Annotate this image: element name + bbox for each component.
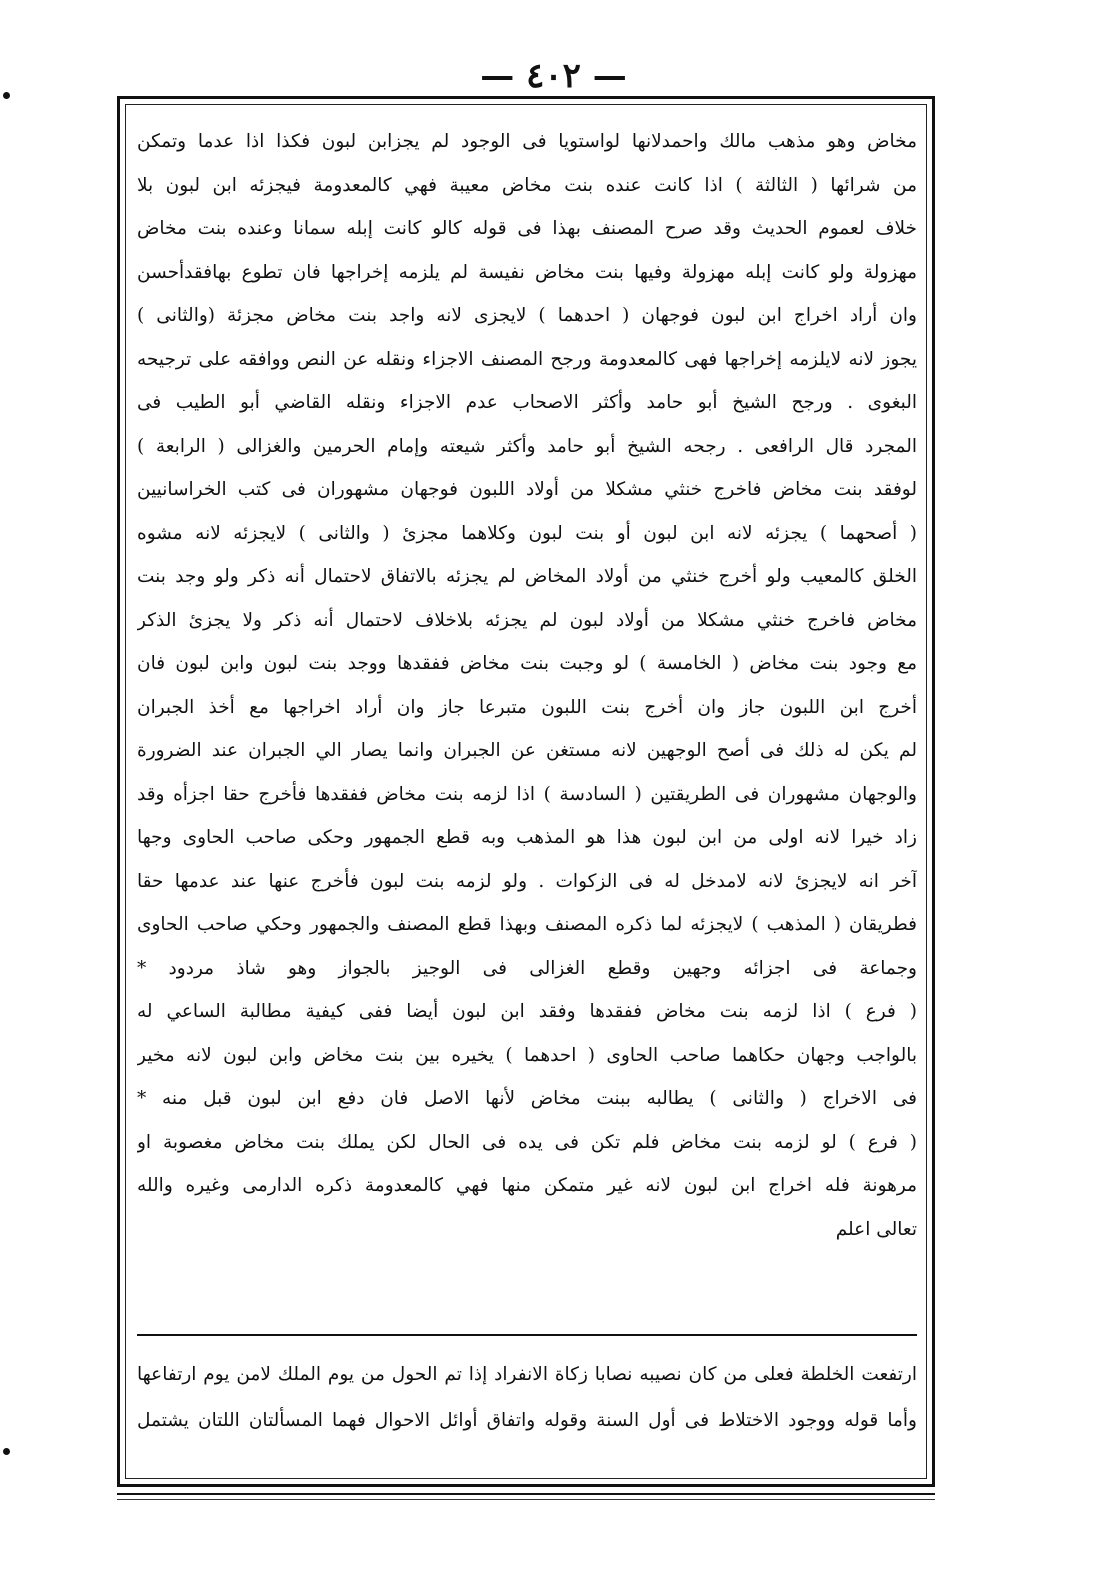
footnote-block bbox=[137, 1352, 917, 1444]
text-line: فطريقان ( المذهب ) لايجزئه لما ذكره المصنف وبهذا قطع المصنف والجمهور وحكي صاحب الحاوى bbox=[137, 914, 917, 935]
text-line: المجرد قال الرافعى . رجحه الشيخ أبو حامد وأكثر شيعته وإمام الحرمين والغزالى ( الرابعة ) bbox=[137, 435, 917, 457]
text-line: من شرائها ( الثالثة ) اذا كانت عنده بنت مخاض معيبة فهي كالمعدومة فيجزئه ابن لبون بلا bbox=[137, 174, 917, 196]
text-line: زاد خيرا لانه اولى من ابن لبون هذا هو المذهب وبه قطع الجمهور وحكى صاحب الحاوى وجها bbox=[137, 827, 917, 848]
text-line: بالواجب وجهان حكاهما صاحب الحاوى ( احدهما ) يخيره بين بنت مخاض وابن لبون لانه مخير bbox=[137, 1044, 917, 1066]
footnote-line: وأما قوله ووجود الاختلاط فى أول السنة وقوله واتفاق أوائل الاحوال فهما المسألتان اللتان يشتمل bbox=[137, 1410, 917, 1431]
footnote-separator bbox=[137, 1334, 917, 1336]
text-line: ( فرع ) لو لزمه بنت مخاض فلم تكن فى يده فى الحال لكن يملك بنت مخاض مغصوبة او bbox=[137, 1131, 917, 1153]
bottom-rule bbox=[117, 1493, 935, 1495]
text-line: مخاض فاخرج خنثي مشكلا من أولاد لبون لم يجزئه بلاخلاف لاحتمال أنه ذكر ولا يجزئ الذكر bbox=[137, 609, 917, 631]
text-line: خلاف لعموم الحديث وقد صرح المصنف بهذا فى قوله كالو كانت إبله سمانا وعنده بنت مخاض bbox=[137, 218, 917, 239]
margin-dot bbox=[3, 1448, 10, 1455]
text-line: والوجهان مشهوران فى الطريقتين ( السادسة ) اذا لزمه بنت مخاض ففقدها فأخرج حقا اجزأه وقد bbox=[137, 783, 917, 805]
text-line: مخاض وهو مذهب مالك واحمدلانها لواستويا فى الوجود لم يجزابن لبون فكذا اذا عدما وتمكن bbox=[137, 131, 917, 152]
text-line: يجوز لانه لايلزمه إخراجها فهى كالمعدومة ورجح المصنف الاجزاء ونقله عن النص ووافقه على ترجيحه bbox=[137, 348, 917, 370]
text-line: لم يكن له ذلك فى أصح الوجهين لانه مستغن عن الجبران وانما يصار الي الجبران عند الضرورة bbox=[137, 740, 917, 761]
text-line: وجماعة فى اجزائه وجهين وقطع الغزالى فى الوجيز بالجواز وهو شاذ مردود * bbox=[137, 957, 917, 979]
footnote-line: ارتفعت الخلطة فعلى من كان نصيبه نصابا زكاة الانفراد إذا تم الحول من يوم الملك لامن يوم ارتفاعها bbox=[137, 1364, 917, 1385]
text-line: آخر انه لايجزئ لانه لامدخل له فى الزكوات . ولو لزمه بنت لبون فأخرج عنها عند عدمها حقا bbox=[137, 870, 917, 892]
text-line: مهزولة ولو كانت إبله مهزولة وفيها بنت مخاض نفيسة لم يلزمه إخراجها فان تطوع بهافقدأحسن bbox=[137, 261, 917, 283]
text-line: البغوى . ورجح الشيخ أبو حامد وأكثر الاصحاب عدم الاجزاء ونقله القاضي أبو الطيب فى bbox=[137, 392, 917, 413]
text-line: مع وجود بنت مخاض ( الخامسة ) لو وجبت بنت مخاض ففقدها ووجد بنت لبون وابن لبون فان bbox=[137, 653, 917, 674]
text-line: ( فرع ) اذا لزمه بنت مخاض ففقدها وفقد ابن لبون أيضا ففى كيفية مطالبة الساعي له bbox=[137, 1001, 917, 1022]
bottom-rule-thin bbox=[117, 1499, 935, 1500]
text-line: لوفقد بنت مخاض فاخرج خنثي مشكلا من أولاد اللبون فوجهان مشهوران فى كتب الخراسانيين bbox=[137, 479, 917, 500]
main-text-body bbox=[137, 120, 917, 1251]
text-line: وان أراد اخراج ابن لبون فوجهان ( احدهما ) لايجزى لانه واجد بنت مخاض مجزئة (والثانى ) bbox=[137, 305, 917, 326]
text-line: مرهونة فله اخراج ابن لبون لانه غير متمكن منها فهي كالمعدومة ذكره الدارمى وغيره والله bbox=[137, 1175, 917, 1196]
margin-dot bbox=[3, 92, 10, 99]
text-line: أخرج ابن اللبون جاز وان أخرج بنت اللبون متبرعا جاز وان أراد اخراجها مع أخذ الجبران bbox=[137, 696, 917, 718]
page-number: — ٤٠٢ — bbox=[480, 56, 627, 96]
text-line: ( أصحهما ) يجزئه لانه ابن لبون أو بنت لبون وكلاهما مجزئ ( والثانى ) لايجزئه لانه مشوه bbox=[137, 522, 917, 544]
text-line: تعالى اعلم bbox=[835, 1218, 917, 1240]
text-line: الخلق كالمعيب ولو أخرج خنثي من أولاد المخاض لم يجزئه بالاتفاق لاحتمال أنه ذكر ولو وجد بنت bbox=[137, 566, 917, 587]
text-line: فى الاخراج ( والثانى ) يطالبه ببنت مخاض لأنها الاصل فان دفع ابن لبون قبل منه * bbox=[137, 1088, 917, 1109]
